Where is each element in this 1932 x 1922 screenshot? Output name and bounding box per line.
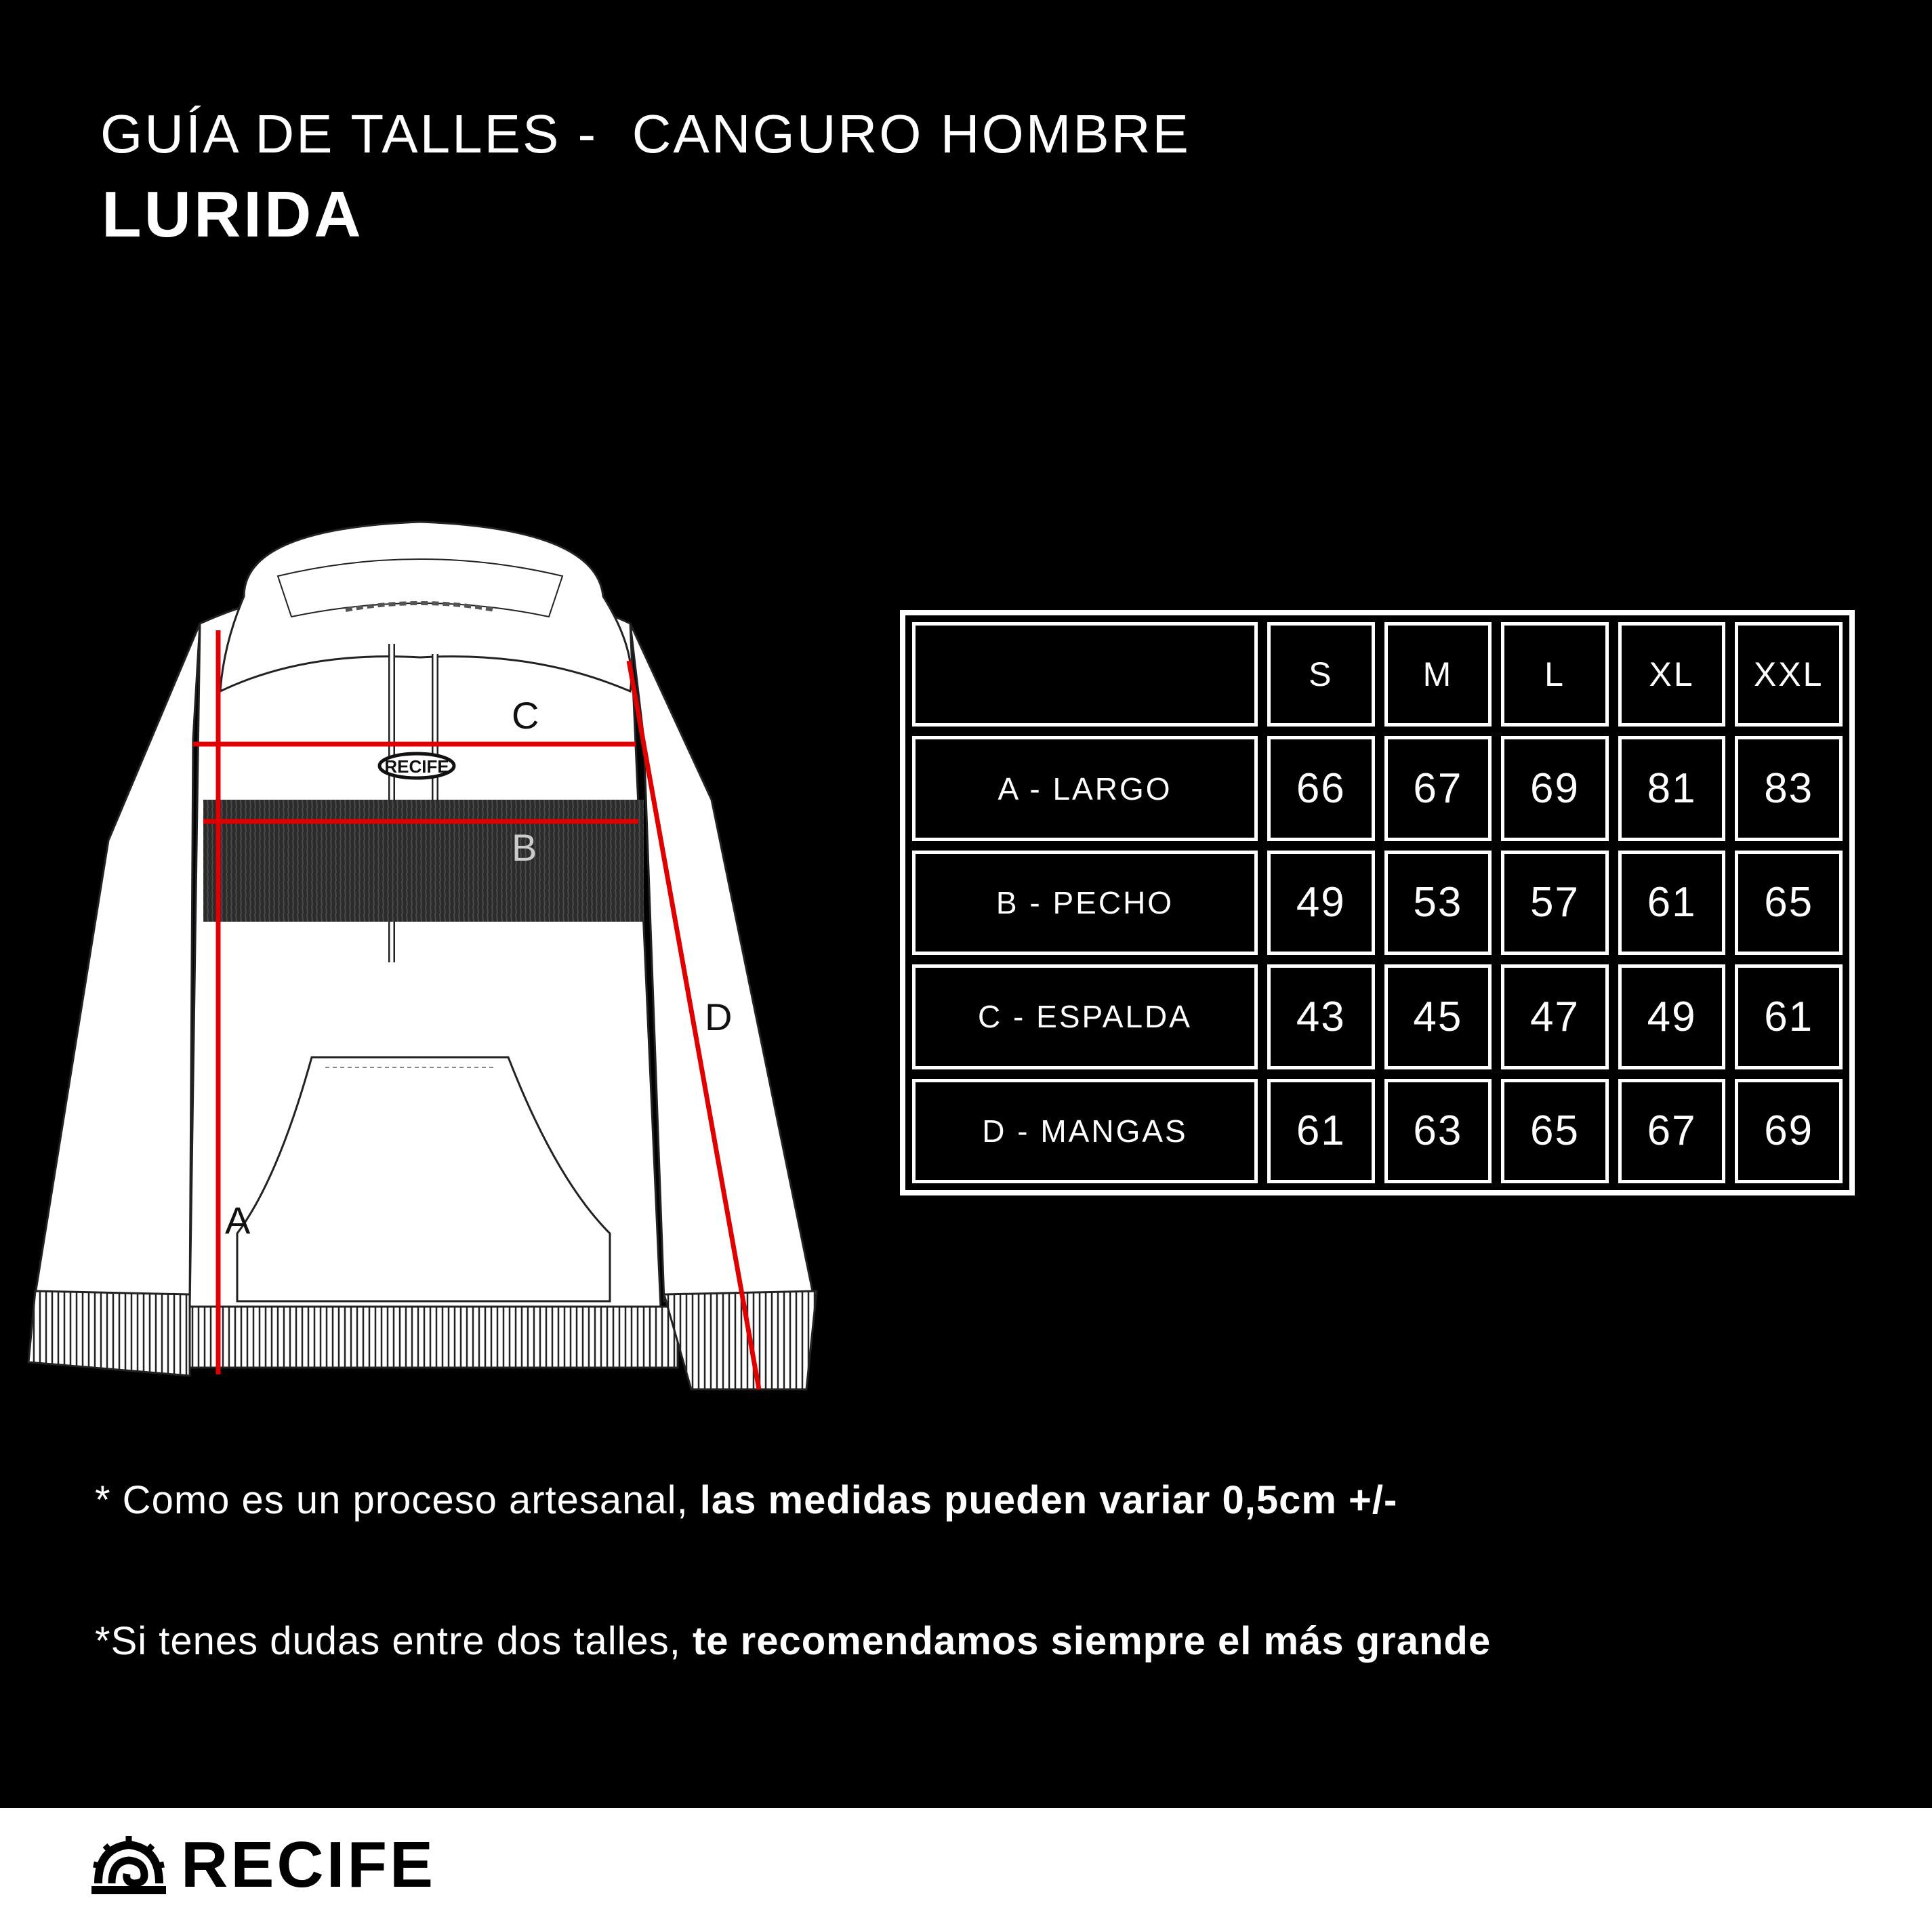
note-text: * Como es un proceso artesanal, xyxy=(95,1478,700,1522)
size-header-l: L xyxy=(1501,622,1609,727)
page-title: GUÍA DE TALLES - CANGURO HOMBRE xyxy=(100,104,1191,164)
table-cell: 63 xyxy=(1384,1079,1492,1183)
label-d: D xyxy=(705,996,733,1038)
chest-logo: RECIFE xyxy=(384,756,449,777)
table-cell: 69 xyxy=(1501,736,1609,840)
table-cell: 43 xyxy=(1267,964,1375,1069)
table-cell: 49 xyxy=(1618,964,1726,1069)
table-cell: 53 xyxy=(1384,851,1492,955)
brand-logo xyxy=(91,1828,436,1901)
size-header-s: S xyxy=(1267,622,1375,727)
size-header-xl: XL xyxy=(1618,622,1726,727)
note-emphasis: las medidas pueden variar 0,5cm +/- xyxy=(699,1478,1398,1522)
table-cell: 65 xyxy=(1735,851,1843,955)
row-label-largo: A - LARGO xyxy=(912,736,1258,840)
brand-name: RECIFE xyxy=(181,1828,436,1901)
size-chart-table xyxy=(900,610,1855,1195)
row-label-pecho: B - PECHO xyxy=(912,851,1258,955)
size-header-xxl: XXL xyxy=(1735,622,1843,727)
table-cell: 57 xyxy=(1501,851,1609,955)
table-cell: 49 xyxy=(1267,851,1375,955)
table-cell: 66 xyxy=(1267,736,1375,840)
table-corner-cell xyxy=(912,622,1258,727)
row-label-mangas: D - MANGAS xyxy=(912,1079,1258,1183)
label-c: C xyxy=(512,694,539,737)
recife-wave-sun-icon xyxy=(91,1835,166,1896)
note-size-advice xyxy=(95,1618,1491,1664)
table-cell: 69 xyxy=(1735,1079,1843,1183)
table-cell: 65 xyxy=(1501,1079,1609,1183)
hoodie-diagram xyxy=(20,515,820,1396)
table-cell: 81 xyxy=(1618,736,1726,840)
table-cell: 45 xyxy=(1384,964,1492,1069)
note-artisanal xyxy=(95,1477,1397,1523)
note-emphasis: te recomendamos siempre el más grande xyxy=(692,1619,1492,1663)
product-name: LURIDA xyxy=(102,178,364,251)
size-header-m: M xyxy=(1384,622,1492,727)
label-b: B xyxy=(512,826,537,869)
table-cell: 67 xyxy=(1618,1079,1726,1183)
table-cell: 61 xyxy=(1267,1079,1375,1183)
note-text: *Si tenes dudas entre dos talles, xyxy=(95,1619,693,1663)
table-cell: 67 xyxy=(1384,736,1492,840)
table-cell: 83 xyxy=(1735,736,1843,840)
row-label-espalda: C - ESPALDA xyxy=(912,964,1258,1069)
table-cell: 61 xyxy=(1618,851,1726,955)
label-a: A xyxy=(225,1199,251,1242)
table-cell: 47 xyxy=(1501,964,1609,1069)
table-cell: 61 xyxy=(1735,964,1843,1069)
